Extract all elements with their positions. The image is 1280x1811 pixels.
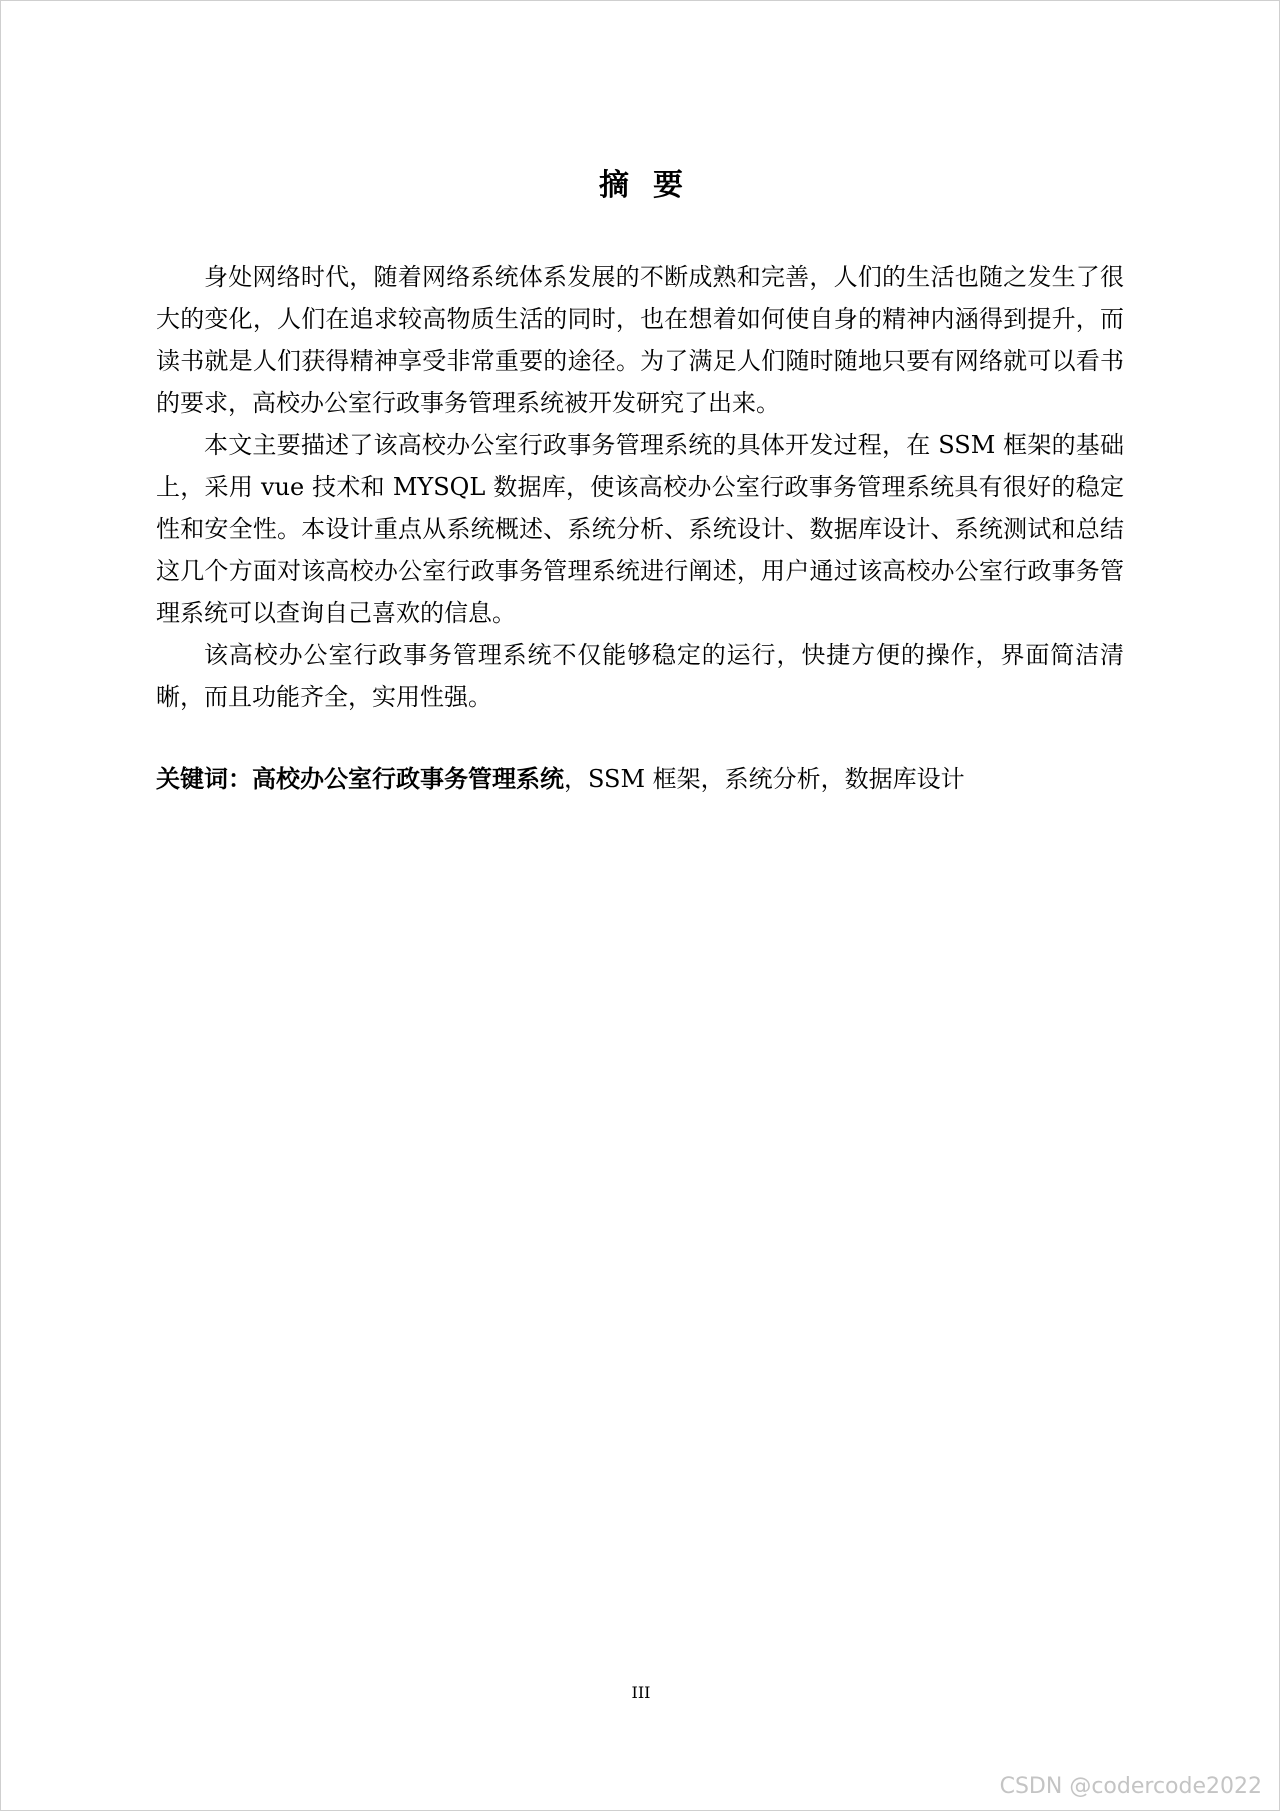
- keywords-line: [156, 758, 1124, 800]
- keywords-rest: ，SSM 框架，系统分析，数据库设计: [564, 765, 965, 793]
- page-number: III: [631, 1683, 651, 1702]
- keyword-system-name: 高校办公室行政事务管理系统: [252, 765, 564, 793]
- abstract-paragraph-1: 身处网络时代，随着网络系统体系发展的不断成熟和完善，人们的生活也随之发生了很大的变化，人们在追求较高物质生活的同时，也在想着如何使自身的精神内涵得到提升，而读书就是人们获得精神享受非常重要的途径。为了满足人们随时随地只要有网络就可以看书的要求，高校办公室行政事务管理系统被开发研究了出来。: [156, 263, 1124, 417]
- keywords-label: 关键词：: [156, 765, 252, 793]
- page-title: 摘要: [599, 168, 707, 203]
- csdn-watermark: CSDN @codercode2022: [999, 1774, 1262, 1799]
- abstract-body: [156, 256, 1124, 718]
- abstract-paragraph-2: 本文主要描述了该高校办公室行政事务管理系统的具体开发过程，在 SSM 框架的基础上，采用 vue 技术和 MYSQL 数据库，使该高校办公室行政事务管理系统具有很好的稳定性和安全性。本设计重点从系统概述、系统分析、系统设计、数据库设计、系统测试和总结这几个方面对该高校办公室行政事务管理系统进行阐述，用户通过该高校办公室行政事务管理系统可以查询自己喜欢的信息。: [156, 431, 1124, 627]
- abstract-paragraph-3: 该高校办公室行政事务管理系统不仅能够稳定的运行，快捷方便的操作，界面简洁清晰，而且功能齐全，实用性强。: [156, 641, 1124, 711]
